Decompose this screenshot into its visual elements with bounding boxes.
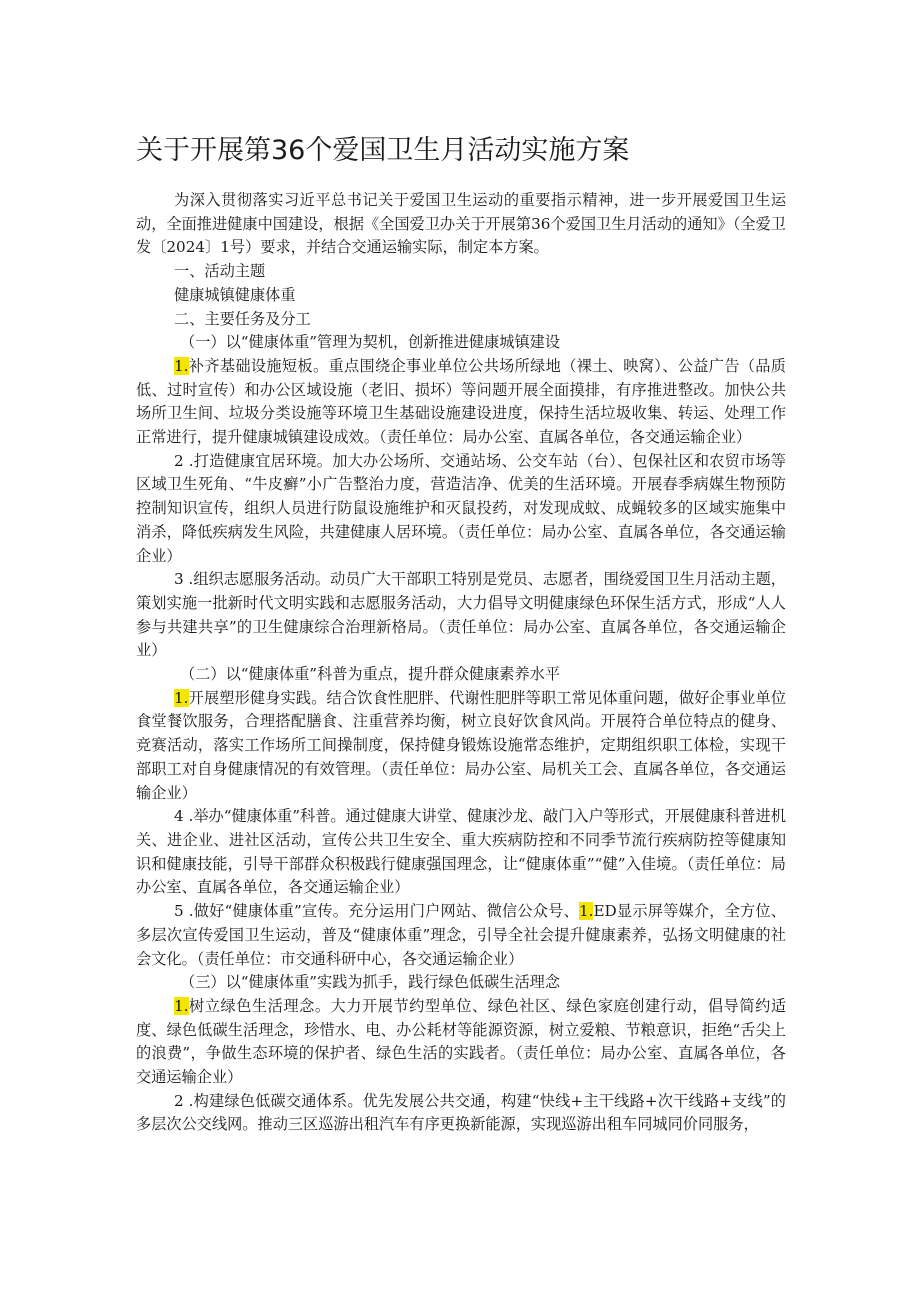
task-paragraph-1 xyxy=(136,355,786,450)
task-text: ED显示屏等媒介，全方位、多层次宣传爱国卫生运动，普及“健康体重”理念，引导全社会提升健康素养，弘扬文明健康的社会文化。（责任单位：市交通科研中心，各交通运输企业） xyxy=(136,902,786,968)
task-paragraph-2: 2 .打造健康宜居环境。加大办公场所、交通站场、公交车站（台）、包保社区和农贸市场等区域卫生死角、“牛皮癣”小广告整治力度，营造洁净、优美的生活环境。开展春季病媒生物预防控制知识宣传，组织人员进行防鼠设施维护和灭鼠投药，对发现成蚊、成蝇较多的区域实施集中消杀，降低疾病发生风险，共建健康人居环境。（责任单位：局办公室、直属各单位，各交通运输企业） xyxy=(136,451,786,565)
task-paragraph-7 xyxy=(136,995,786,1090)
section-heading-2: 二、主要任务及分工 xyxy=(174,309,311,328)
subsection-heading-1: （一）以“健康体重”管理为契机，创新推进健康城镇建设 xyxy=(180,333,561,352)
task-paragraph-3: 3 .组织志愿服务活动。动员广大干部职工特别是党员、志愿者，围绕爱国卫生月活动主题，策划实施一批新时代文明实践和志愿服务活动，大力倡导文明健康绿色环保生活方式，形成“人人参与共建共享”的卫生健康综合治理新格局。（责任单位：局办公室、直属各单位，各交通运输企业） xyxy=(136,570,786,660)
task-text: 开展塑形健身实践。结合饮食性肥胖、代谢性肥胖等职工常见体重问题，做好企事业单位食堂餐饮服务，合理搭配膳食、注重营养均衡，树立良好饮食风尚。开展符合单位特点的健身、竞赛活动，落实工作场所工间操制度，保持健身锻炼设施常态维护，定期组织职工体检，实现干部职工对自身健康情况的有效管理。（责任单位：局办公室、局机关工会、直属各单位，各交通运输企业） xyxy=(136,688,786,802)
document-title: 关于开展第36个爱国卫生月活动实施方案 xyxy=(136,135,630,166)
task-paragraph-6 xyxy=(136,900,786,971)
subsection-heading-3: （三）以“健康体重”实践为抓手，践行绿色低碳生活理念 xyxy=(180,973,561,992)
highlighted-number: 1. xyxy=(174,688,189,707)
subsection-heading-2: （二）以“健康体重”科普为重点，提升群众健康素养水平 xyxy=(180,665,561,684)
theme-text: 健康城镇健康体重 xyxy=(174,285,296,304)
highlighted-number: 1. xyxy=(578,902,594,921)
task-paragraph-8: 2 .构建绿色低碳交通体系。优先发展公共交通，构建“快线+主干线路+次干线路+支线”的多层次公交线网。推动三区巡游出租汽车有序更换新能源，实现巡游出租车同城同价同服务， xyxy=(136,1091,786,1134)
task-text: 补齐基础设施短板。重点围绕企事业单位公共场所绿地（裸土、映窝）、公益广告（品质低、过时宣传）和办公区域设施（老旧、损坏）等问题开展全面摸排，有序推进整改。加快公共场所卫生间、垃圾分类设施等环境卫生基础设施建设进度，保持生活垃圾收集、转运、处理工作正常进行，提升健康城镇建设成效。（责任单位：局办公室、直属各单位，各交通运输企业） xyxy=(136,356,786,447)
task-paragraph-4 xyxy=(136,687,786,806)
task-paragraph-5: 4 .举办“健康体重”科普。通过健康大讲堂、健康沙龙、敲门入户等形式，开展健康科普进机关、进企业、进社区活动，宣传公共卫生安全、重大疾病防控和不同季节流行疾病防控等健康知识和健康技能，引导干部群众积极践行健康强国理念，让“健康体重”“健”入佳境。（责任单位：局办公室、直属各单位，各交通运输企业） xyxy=(136,807,786,897)
task-text: 5 .做好“健康体重”宣传。充分运用门户网站、微信公众号、 xyxy=(174,902,579,921)
highlighted-number: 1. xyxy=(174,996,189,1015)
task-text: 树立绿色生活理念。大力开展节约型单位、绿色社区、绿色家庭创建行动，倡导简约适度、绿色低碳生活理念，珍惜水、电、办公耗材等能源资源，树立爱粮、节粮意识，拒绝“舌尖上的浪费”，争做生态环境的保护者、绿色生活的实践者。（责任单位：局办公室、直属各单位，各交通运输企业） xyxy=(136,996,786,1087)
intro-paragraph: 为深入贯彻落实习近平总书记关于爱国卫生运动的重要指示精神，进一步开展爱国卫生运动，全面推进健康中国建设，根据《全国爱卫办关于开展第36个爱国卫生月活动的通知》（全爱卫发〔2024〕1号）要求，并结合交通运输实际，制定本方案。 xyxy=(136,191,786,257)
highlighted-number: 1. xyxy=(174,356,189,375)
section-heading-1: 一、活动主题 xyxy=(174,262,266,281)
document-page xyxy=(136,128,786,1137)
